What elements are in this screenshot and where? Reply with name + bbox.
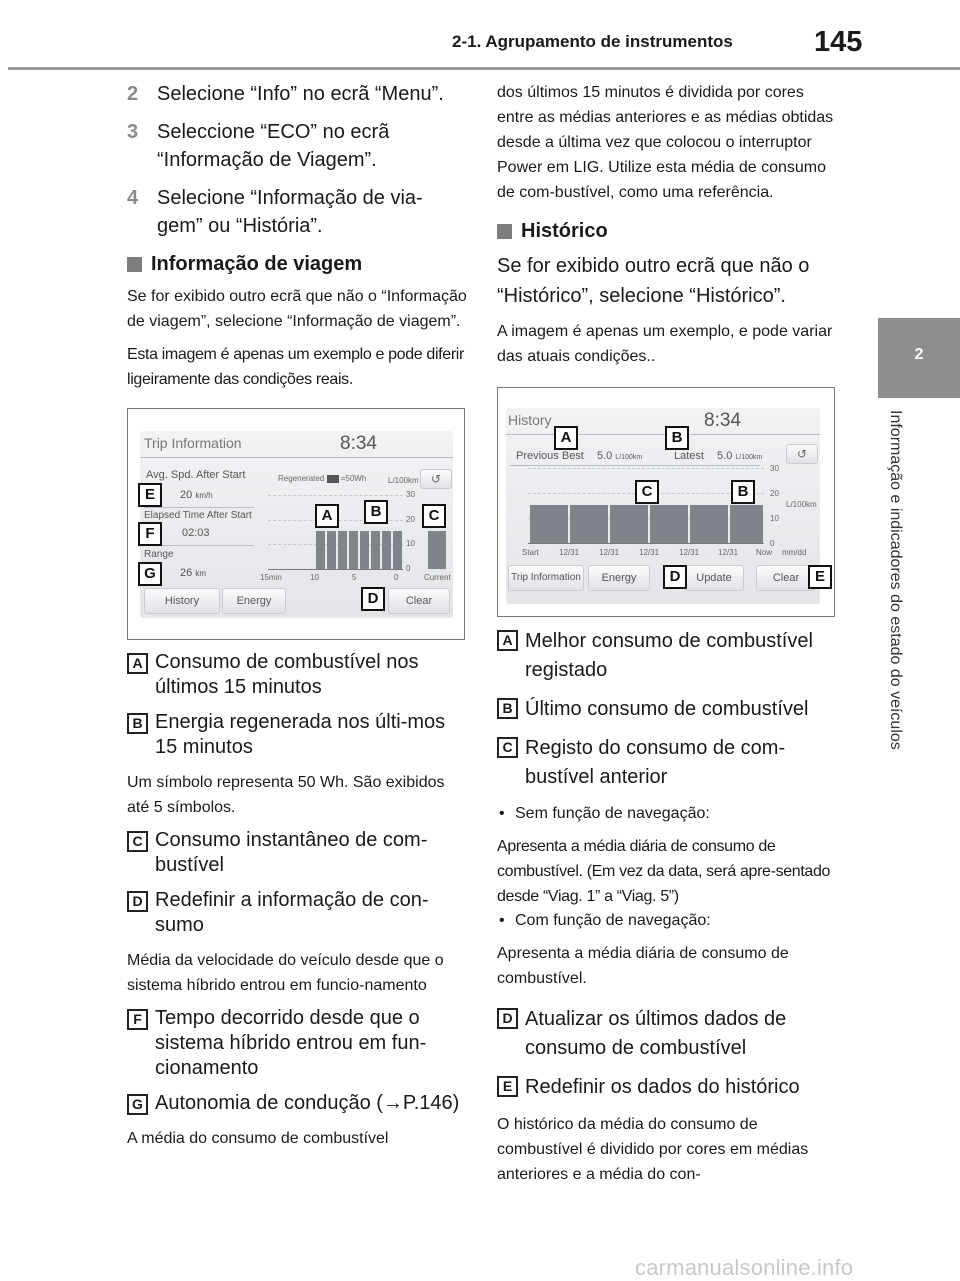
x-tick: 12/31	[679, 548, 700, 557]
energy-button[interactable]: Energy	[222, 588, 286, 614]
bullet-text: Sem função de navegação:	[515, 805, 710, 822]
square-bullet-icon	[497, 224, 512, 239]
key-text: Consumo de combustível nos últimos 15 minutos	[155, 651, 419, 698]
x-tick: 15min	[260, 573, 282, 582]
elapsed-value: 02:03	[182, 527, 210, 539]
bullet-dot-icon: •	[499, 912, 505, 929]
trip-info-figure	[127, 408, 465, 640]
x-tick: Current	[424, 573, 451, 582]
callout-e: E	[808, 565, 832, 589]
left-column	[127, 80, 467, 1159]
section-heading-history	[497, 217, 842, 245]
clear-button[interactable]: Clear	[756, 565, 816, 591]
y-tick: 10	[770, 514, 779, 523]
step-number: 2	[127, 83, 139, 105]
key-text: Consumo instantâneo de com-bustível	[155, 829, 428, 876]
key-text: Registo do consumo de com-bustível anterior	[525, 737, 786, 788]
bar	[349, 531, 358, 569]
key-text: Último consumo de combustível	[525, 698, 809, 720]
elapsed-label: Elapsed Time After Start	[144, 510, 252, 521]
key-item-b	[497, 695, 842, 724]
page-header	[0, 0, 960, 70]
key-item-f	[127, 1006, 467, 1081]
back-button[interactable]: ↺	[786, 444, 818, 464]
y-tick: 0	[770, 539, 775, 548]
avg-speed-value: 20 km/h	[180, 489, 213, 501]
history-note: A imagem é apenas um exemplo, e pode variar das atuais condições..	[497, 323, 833, 365]
y-tick: 20	[406, 515, 415, 524]
key-item-a	[497, 627, 842, 685]
x-tick: 5	[352, 573, 357, 582]
key-item-a	[127, 650, 467, 700]
callout-b: B	[364, 500, 388, 524]
callout-b-2: B	[731, 480, 755, 504]
key-text: Energia regenerada nos últi-mos 15 minutos	[155, 711, 446, 758]
key-item-c	[497, 734, 842, 792]
bar	[371, 531, 380, 569]
callout-c: C	[635, 480, 659, 504]
label-badge: D	[127, 891, 148, 912]
g-description: A média do consumo de combustível	[127, 1130, 389, 1147]
x-tick: Start	[522, 548, 539, 557]
bar	[690, 505, 728, 543]
callout-b: B	[665, 426, 689, 450]
y-tick: 30	[770, 464, 779, 473]
avg-speed-label: Avg. Spd. After Start	[146, 469, 246, 481]
watermark: carmanualsonline.info	[635, 1255, 854, 1280]
chapter-tab	[878, 318, 960, 398]
trip-info-screen	[140, 431, 453, 618]
square-bullet-icon	[127, 257, 142, 272]
trip-note: Esta imagem é apenas um exemplo e pode diferir ligeiramente das condições reais.	[127, 346, 464, 388]
label-badge: G	[127, 1094, 148, 1115]
bar	[316, 531, 325, 569]
chart-baseline	[268, 569, 403, 570]
key-item-g	[127, 1091, 467, 1116]
y-unit: L/100km	[786, 500, 817, 509]
key-text: Redefinir a informação de con-sumo	[155, 889, 429, 936]
bar	[382, 531, 391, 569]
history-figure	[497, 387, 835, 617]
section-heading-trip	[127, 250, 467, 278]
bar	[610, 505, 648, 543]
b-description: Um símbolo representa 50 Wh. São exibidos até 5 símbolos.	[127, 774, 445, 816]
regen-label: Regenerated =50Wh	[278, 474, 367, 483]
bar	[360, 531, 369, 569]
key-text: Tempo decorrido desde que o sistema híbrido entrou em fun-cionamento	[155, 1007, 427, 1079]
gridline	[528, 468, 764, 469]
screen-title: Trip Information	[144, 435, 242, 451]
page-number: 145	[814, 26, 863, 58]
chapter-number: 2	[914, 346, 924, 363]
bullet-text: Com função de navegação:	[515, 912, 711, 929]
x-tick: 12/31	[639, 548, 660, 557]
update-button[interactable]: Update	[684, 565, 744, 591]
key-text: Melhor consumo de combustível registado	[525, 630, 813, 681]
x-tick: 0	[394, 573, 399, 582]
chapter-title: Informação e indicadores do estado do veículos	[887, 410, 904, 750]
section-heading-text: Informação de viagem	[151, 253, 363, 275]
x-tick: Now	[756, 548, 773, 557]
key-text: Atualizar os últimos dados de consumo de combustível	[525, 1008, 787, 1059]
screen-clock: 8:34	[340, 433, 377, 454]
label-badge: F	[127, 1009, 148, 1030]
y-tick: 0	[406, 564, 411, 573]
y-tick: 30	[406, 490, 415, 499]
label-badge: B	[497, 698, 518, 719]
trip-intro: Se for exibido outro ecrã que não o “Informação de viagem”, selecione “Informação de viagem”.	[127, 288, 467, 330]
label-badge: C	[497, 737, 518, 758]
range-label: Range	[144, 549, 174, 560]
label-badge: A	[127, 653, 148, 674]
bar	[530, 505, 568, 543]
section-title: 2-1. Agrupamento de instrumentos	[452, 32, 733, 51]
step-number: 3	[127, 121, 139, 143]
callout-g: G	[138, 562, 162, 586]
step-text: Selecione “Info” no ecrã “Menu”.	[157, 83, 444, 105]
screen-clock: 8:34	[704, 410, 741, 431]
x-tick: 10	[310, 573, 319, 582]
bar	[338, 531, 347, 569]
step-2	[127, 80, 467, 108]
key-item-b	[127, 710, 467, 760]
callout-d: D	[663, 565, 687, 589]
x-tick: 12/31	[599, 548, 620, 557]
step-3	[127, 118, 467, 174]
continued-text: dos últimos 15 minutos é dividida por cores entre as médias anteriores e as médias obtidas desde a última vez que colocou o interruptor Power em LIG. Utilize esta média de consumo de com-bustível, como uma referência.	[497, 84, 834, 201]
clear-button[interactable]: Clear	[388, 588, 450, 614]
step-number: 4	[127, 187, 139, 209]
step-text: Seleccione “ECO” no ecrã “Informação de Viagem”.	[157, 121, 390, 171]
key-text: Autonomia de condução (→P.146)	[155, 1092, 460, 1114]
bullet-no-nav	[497, 802, 842, 826]
no-nav-description: Apresenta a média diária de consumo de combustível. (Em vez da data, será apre-sentado desde “Viag. 1” a “Viag. 5”)	[497, 838, 831, 905]
bullet-with-nav	[497, 909, 842, 933]
unit-label: L/100km	[388, 476, 419, 485]
header-divider	[510, 465, 760, 466]
title-divider	[140, 457, 453, 458]
x-tick: 12/31	[718, 548, 739, 557]
bar	[570, 505, 608, 543]
bullet-dot-icon: •	[499, 805, 505, 822]
y-tick: 20	[770, 489, 779, 498]
energy-button[interactable]: Energy	[588, 565, 650, 591]
back-button[interactable]: ↺	[420, 469, 452, 489]
history-intro: Se for exibido outro ecrã que não o “Histórico”, selecione “Histórico”.	[497, 255, 810, 307]
row-divider	[144, 507, 254, 508]
callout-a: A	[315, 504, 339, 528]
label-badge: B	[127, 713, 148, 734]
key-item-d	[127, 888, 467, 938]
step-text: Selecione “Informação de via-gem” ou “História”.	[157, 187, 423, 237]
callout-e: E	[138, 483, 162, 507]
step-4	[127, 184, 467, 240]
right-column	[497, 80, 842, 1195]
label-badge: A	[497, 630, 518, 651]
callout-c: C	[422, 504, 446, 528]
bar	[393, 531, 402, 569]
gridline	[268, 495, 403, 496]
bar	[327, 531, 336, 569]
callout-d: D	[361, 587, 385, 611]
label-badge: D	[497, 1008, 518, 1029]
e-description: O histórico da média do consumo de combustível é dividido por cores em médias anteriores e a média do con-	[497, 1116, 809, 1183]
chapter-title-vertical	[870, 410, 930, 840]
key-item-e	[497, 1073, 842, 1102]
section-heading-text: Histórico	[521, 220, 608, 242]
current-bar	[428, 531, 446, 569]
label-badge: E	[497, 1076, 518, 1097]
x-unit: mm/dd	[782, 548, 807, 557]
y-tick: 10	[406, 539, 415, 548]
key-text: Redefinir os dados do histórico	[525, 1076, 800, 1098]
range-value: 26 km	[180, 567, 206, 579]
trip-info-button[interactable]: Trip Information	[508, 565, 584, 591]
history-button[interactable]: History	[144, 588, 220, 614]
key-item-c	[127, 828, 467, 878]
x-tick: 12/31	[559, 548, 580, 557]
with-nav-description: Apresenta a média diária de consumo de combustível.	[497, 945, 789, 987]
callout-a: A	[554, 426, 578, 450]
key-item-d	[497, 1005, 842, 1063]
label-badge: C	[127, 831, 148, 852]
callout-f: F	[138, 522, 162, 546]
chart-baseline	[528, 543, 764, 544]
header-rule	[8, 67, 960, 70]
bar	[650, 505, 688, 543]
previous-best-label: Previous Best 5.0 L/100km	[516, 450, 643, 462]
latest-label: Latest 5.0 L/100km	[674, 450, 763, 462]
e-description: Média da velocidade do veículo desde que o sistema híbrido entrou em funcio-namento	[127, 952, 444, 994]
screen-title: History	[508, 412, 552, 428]
bar	[730, 505, 763, 543]
